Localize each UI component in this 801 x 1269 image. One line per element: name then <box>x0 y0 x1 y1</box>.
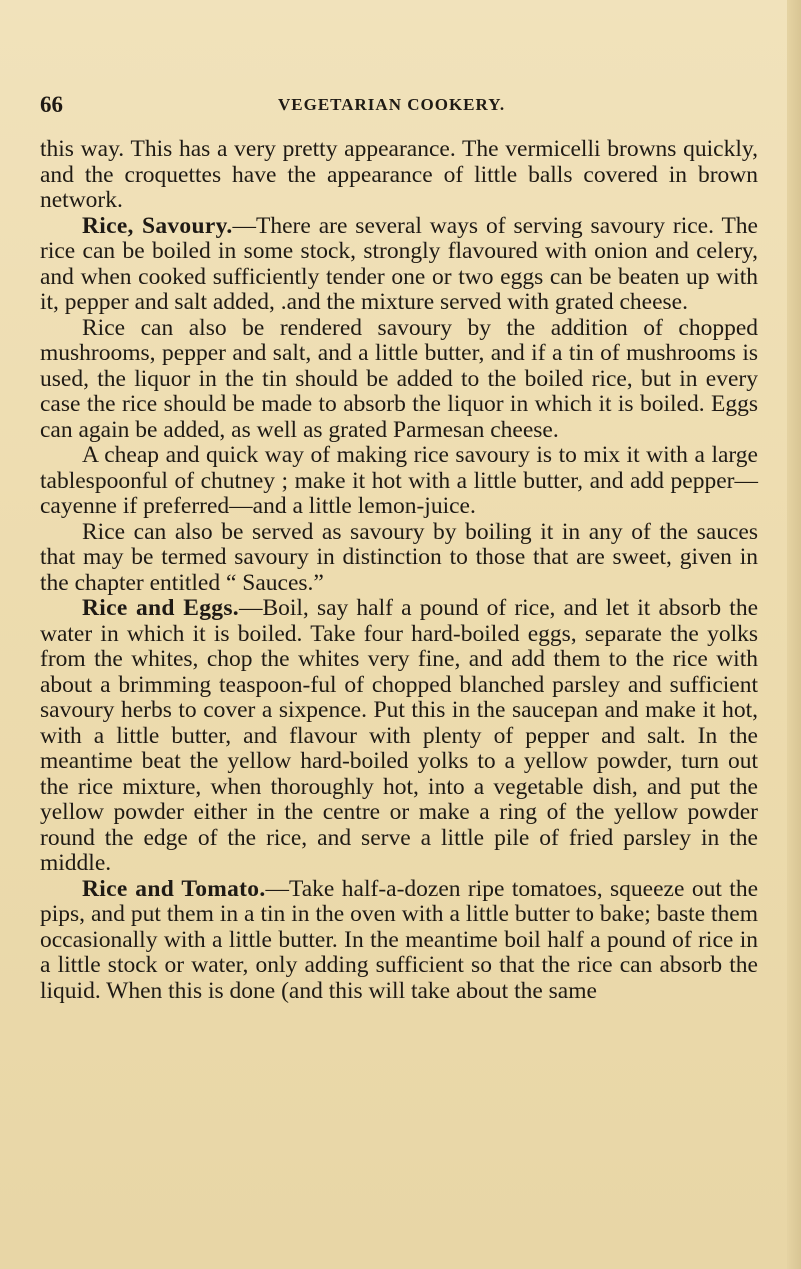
recipe-heading: Rice and Tomato. <box>82 875 266 902</box>
recipe-heading: Rice, Savoury. <box>82 212 233 239</box>
paragraph-text: A cheap and quick way of making rice savoury is to mix it with a large tablespoonful of chutney ; make it hot with a little butter, and add pepper—cayenne if preferred—and a little lemon-juice. <box>40 442 758 519</box>
recipe-heading: Rice and Eggs. <box>82 595 239 621</box>
paragraph-rice-sauces <box>40 520 758 597</box>
paragraph-rice-and-eggs <box>40 596 758 877</box>
paragraph-text: —Take half-a-dozen ripe tomatoes, squeeze out the pips, and put them in a tin in the oven with a little butter to bake; baste them occasionally with a little butter. In the meantime boil half a pound of rice in a little stock or water, only adding sufficient so that the rice can absorb the liquid. When this is done (and this will take about the same <box>40 875 758 1004</box>
paragraph-text: —There are several ways of serving savoury rice. The rice can be boiled in some stock, strongly flavoured with onion and celery, and when cooked sufficiently tender one or two eggs can be beaten up with it, pepper and salt added, .and the mixture served with grated cheese. <box>40 212 758 315</box>
page-number: 66 <box>40 92 63 117</box>
paragraph-text: Rice can also be served as savoury by boiling it in any of the sauces that may be termed savoury in distinction to those that are sweet, given in the chapter entitled “ Sauces.” <box>40 518 758 596</box>
body-text <box>40 137 758 1004</box>
paragraph-continuation <box>40 137 758 214</box>
paragraph-text: Rice can also be rendered savoury by the addition of chopped mushrooms, pepper and salt, and a little butter, and if a tin of mushrooms is used, the liquor in the tin should be added to the boiled rice, but in every case the rice should be made to absorb the liquor in which it is boiled. Eggs can again be added, as well as grated Parmesan cheese. <box>40 314 758 443</box>
paragraph-rice-and-tomato <box>40 877 758 1005</box>
paragraph-rice-savoury <box>40 214 758 316</box>
paragraph-rice-chutney <box>40 443 758 520</box>
paragraph-text: —Boil, say half a pound of rice, and let it absorb the water in which it is boiled. Take four hard-boiled eggs, separate the yolks from the whites, chop the whites very fine, and add them to the rice with about a brimming teaspoon-ful of chopped blanched parsley and sufficient savoury herbs to cover a sixpence. Put this in the saucepan and make it hot, with a little butter, and flavour with plenty of pepper and salt. In the meantime beat the yellow hard-boiled yolks to a yellow powder, turn out the rice mixture, when thoroughly hot, into a vegetable dish, and put the yellow powder either in the centre or make a ring of the yellow powder round the edge of the rice, and serve a little pile of fried parsley in the middle. <box>40 595 758 876</box>
page-edge-shadow <box>787 0 801 1269</box>
running-head <box>40 92 760 122</box>
running-title: VEGETARIAN COOKERY. <box>278 95 506 114</box>
paragraph-rice-mushrooms <box>40 316 758 444</box>
paragraph-text: this way. This has a very pretty appearance. The vermicelli browns quickly, and the croquettes have the appearance of little balls covered in brown network. <box>40 136 758 213</box>
